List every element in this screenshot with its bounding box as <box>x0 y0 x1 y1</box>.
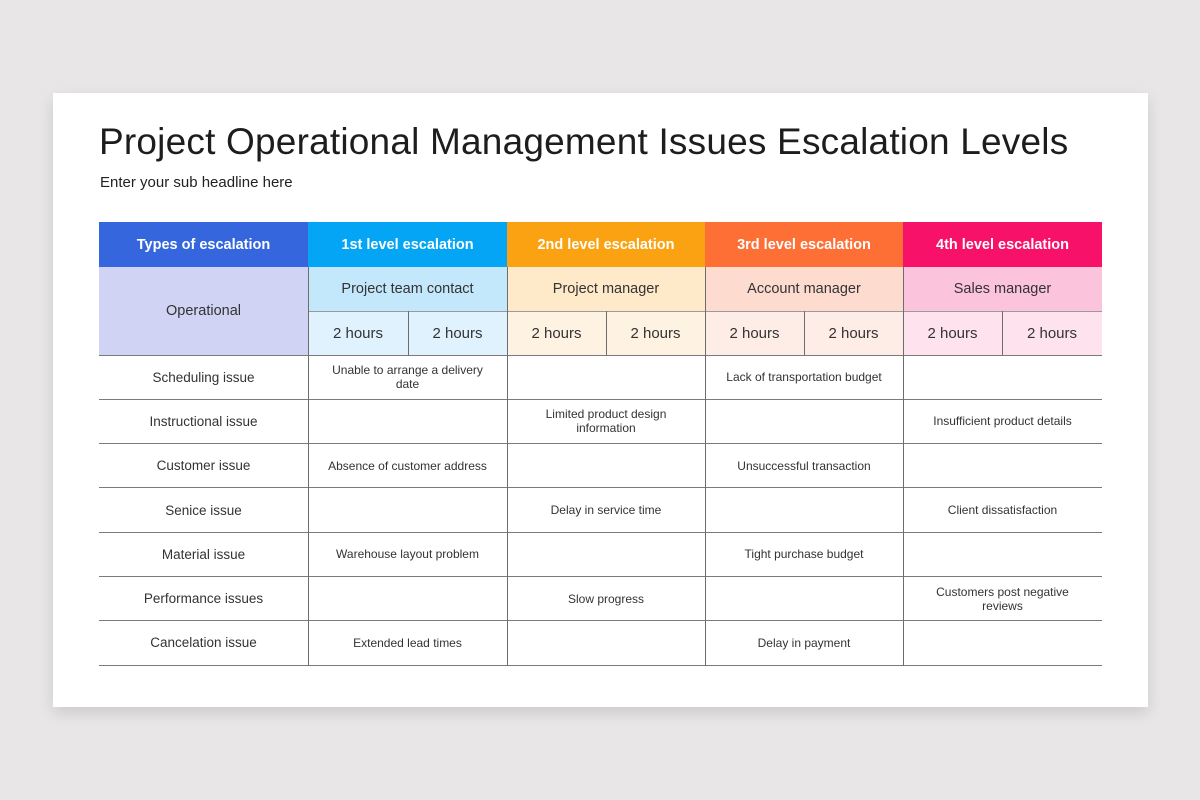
cell-text: Absence of customer address <box>328 458 487 473</box>
cell-text: Tight purchase budget <box>744 547 864 562</box>
table-cell <box>705 577 903 621</box>
table-cell <box>903 488 1102 532</box>
hours-level-2a <box>507 311 606 355</box>
row-divider <box>99 355 1102 356</box>
table-cell <box>308 488 507 532</box>
cell-text: Extended lead times <box>353 635 462 650</box>
table-cell <box>507 444 705 488</box>
hours-value: 2 hours <box>1026 324 1078 342</box>
header-level-2-label: 2nd level escalation <box>537 236 675 253</box>
cell-text: Unable to arrange a delivery date <box>332 363 483 392</box>
header-level-4-label: 4th level escalation <box>936 236 1069 253</box>
table-row-label <box>99 444 308 488</box>
slide-subtitle: Enter your sub headline here <box>100 174 293 191</box>
hours-value: 2 hours <box>332 324 384 342</box>
hours-level-4b <box>1002 311 1102 355</box>
hours-level-3a <box>705 311 804 355</box>
table-cell <box>507 621 705 665</box>
header-level-3 <box>705 222 903 267</box>
table-cell <box>705 444 903 488</box>
table-cell <box>308 577 507 621</box>
table-cell <box>308 399 507 443</box>
row-label-text: Senice issue <box>165 502 242 518</box>
table-row-label <box>99 488 308 532</box>
row-label-text: Performance issues <box>143 591 264 607</box>
contact-level-2 <box>507 267 705 311</box>
row-label-text: Cancelation issue <box>150 635 257 651</box>
table-cell <box>903 532 1102 576</box>
table-cell <box>308 532 507 576</box>
cell-text: Lack of transportation budget <box>726 370 882 385</box>
table-cell <box>903 444 1102 488</box>
row-label-text: Instructional issue <box>149 413 258 429</box>
divider <box>408 311 409 355</box>
cell-text: Limited product design information <box>545 407 667 436</box>
category-operational <box>99 267 308 355</box>
hours-level-2b <box>606 311 705 355</box>
table-cell <box>308 355 507 399</box>
row-divider <box>99 665 1102 666</box>
table-row-label <box>99 532 308 576</box>
header-level-1 <box>308 222 507 267</box>
table-cell <box>507 577 705 621</box>
slide-title: Project Operational Management Issues Escalation Levels <box>99 121 1069 162</box>
escalation-grid <box>99 222 1102 666</box>
contact-level-3-label: Account manager <box>747 281 861 297</box>
contact-level-2-label: Project manager <box>552 281 660 297</box>
table-cell <box>507 399 705 443</box>
table-cell <box>705 532 903 576</box>
table-cell <box>507 532 705 576</box>
divider <box>903 267 904 666</box>
table-row-label <box>99 621 308 665</box>
table-cell <box>903 399 1102 443</box>
table-row-label <box>99 399 308 443</box>
cell-text: Client dissatisfaction <box>947 503 1058 518</box>
table-row-label <box>99 355 308 399</box>
cell-text: Customers post negative reviews <box>936 584 1069 613</box>
cell-text: Warehouse layout problem <box>336 547 479 562</box>
hours-level-1a <box>308 311 408 355</box>
contact-level-3 <box>705 267 903 311</box>
table-cell <box>903 355 1102 399</box>
divider <box>1002 311 1003 355</box>
divider <box>705 267 706 666</box>
hours-value: 2 hours <box>927 324 978 342</box>
header-level-3-label: 3rd level escalation <box>737 236 871 253</box>
table-cell <box>308 621 507 665</box>
category-label: Operational <box>166 303 241 319</box>
divider <box>606 311 607 355</box>
divider <box>507 267 508 666</box>
header-types-label: Types of escalation <box>136 236 271 253</box>
escalation-table <box>99 222 1102 666</box>
header-level-2 <box>507 222 705 267</box>
table-cell <box>308 444 507 488</box>
cell-text: Slow progress <box>567 591 645 606</box>
table-row-label <box>99 577 308 621</box>
row-label-text: Customer issue <box>156 458 251 474</box>
cell-text: Delay in service time <box>550 503 662 518</box>
row-label-text: Scheduling issue <box>152 369 255 385</box>
table-cell <box>903 577 1102 621</box>
hours-value: 2 hours <box>531 324 582 342</box>
table-cell <box>507 488 705 532</box>
table-cell <box>903 621 1102 665</box>
table-cell <box>705 488 903 532</box>
slide <box>53 93 1148 707</box>
hours-value: 2 hours <box>729 324 780 342</box>
hours-level-1b <box>408 311 507 355</box>
contact-level-4-label: Sales manager <box>953 281 1052 297</box>
hours-level-4a <box>903 311 1002 355</box>
header-types-of-escalation <box>99 222 308 267</box>
table-cell <box>705 355 903 399</box>
cell-text: Unsuccessful transaction <box>737 458 871 473</box>
header-level-1-label: 1st level escalation <box>341 236 474 253</box>
table-cell <box>705 399 903 443</box>
contact-level-4 <box>903 267 1102 311</box>
contact-level-1 <box>308 267 507 311</box>
hours-value: 2 hours <box>432 324 483 342</box>
divider <box>308 267 309 666</box>
hours-value: 2 hours <box>630 324 681 342</box>
table-cell <box>705 621 903 665</box>
table-cell <box>507 355 705 399</box>
hours-level-3b <box>804 311 903 355</box>
header-level-4 <box>903 222 1102 267</box>
hours-value: 2 hours <box>828 324 879 342</box>
divider <box>804 311 805 355</box>
row-label-text: Material issue <box>161 546 246 562</box>
cell-text: Delay in payment <box>757 635 851 650</box>
contact-level-1-label: Project team contact <box>341 281 474 297</box>
cell-text: Insufficient product details <box>933 414 1072 429</box>
